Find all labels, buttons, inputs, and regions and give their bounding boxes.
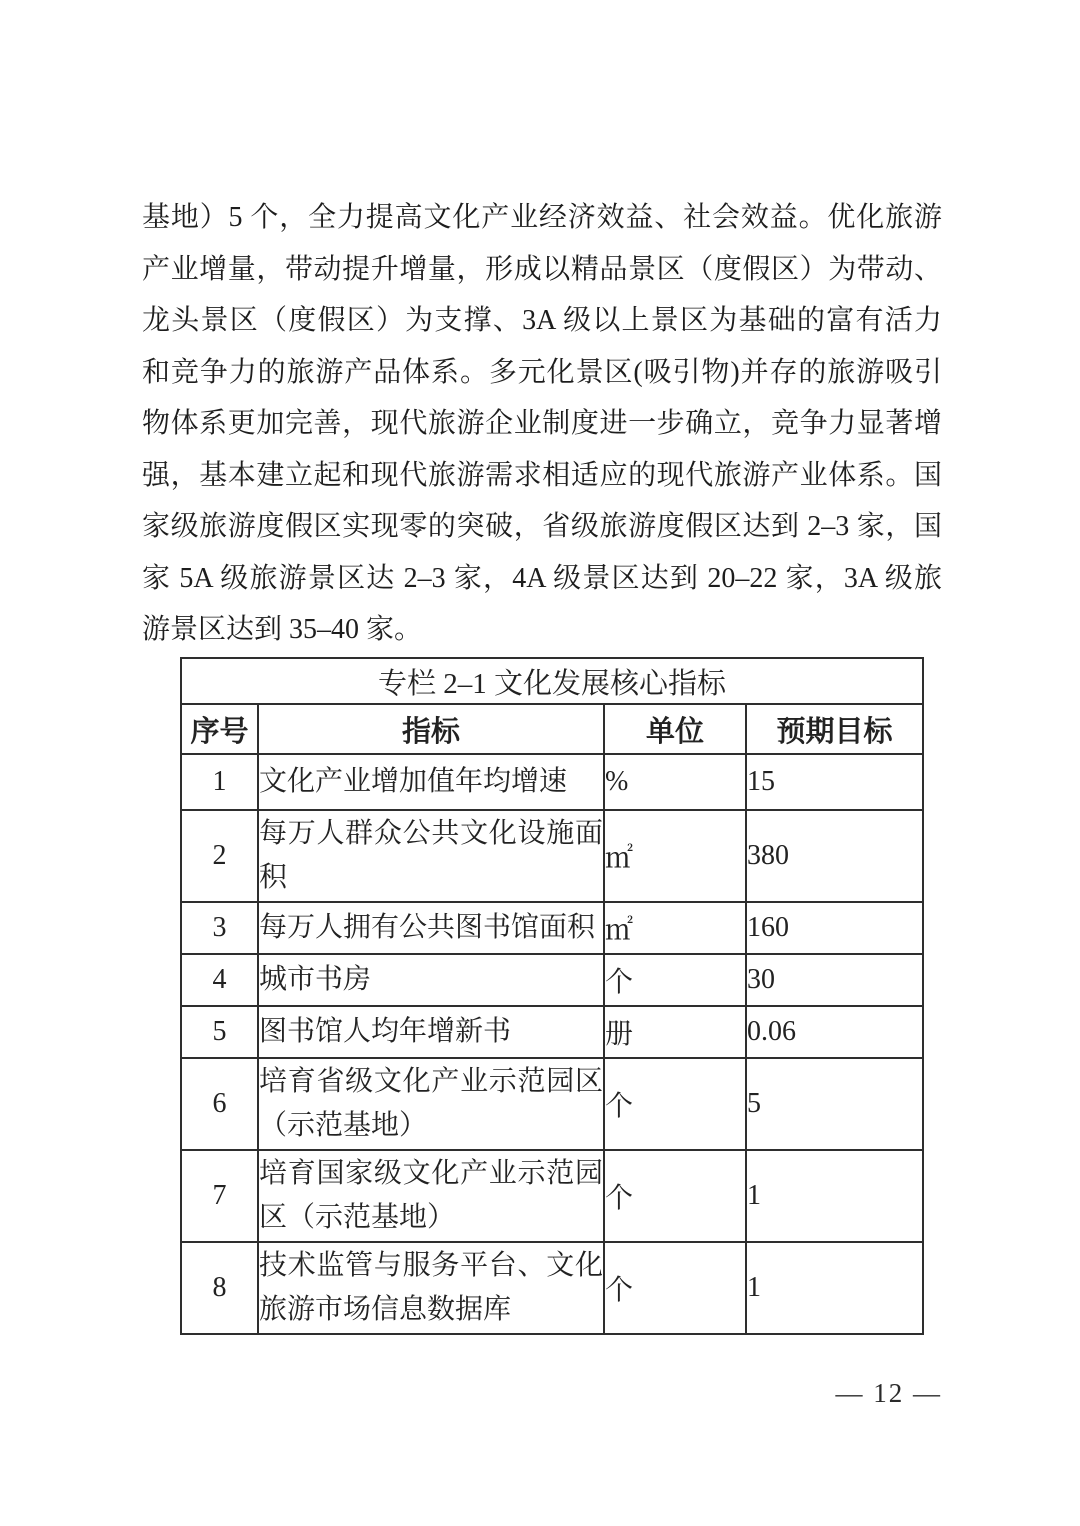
table-row [181,1006,923,1058]
row-no: 6 [181,1058,258,1150]
row-target: 30 [746,954,923,1006]
paragraph-line: 强，基本建立起和现代旅游需求相适应的现代旅游产业体系。国 [142,459,942,491]
row-indicator: 培育国家级文化产业示范园区（示范基地） [258,1150,604,1242]
paragraph-line: 产业增量，带动提升增量，形成以精品景区（度假区）为带动、 [142,253,942,285]
row-unit: 册 [604,1006,746,1058]
row-indicator: 培育省级文化产业示范园区（示范基地） [258,1058,604,1150]
paragraph-line: 物体系更加完善，现代旅游企业制度进一步确立，竞争力显著增 [142,408,942,439]
paragraph-line: 家 5A 级旅游景区达 2–3 家，4A 级景区达到 20–22 家，3A 级旅 [142,562,942,594]
row-indicator: 城市书房 [258,954,604,1006]
row-indicator: 技术监管与服务平台、文化旅游市场信息数据库 [258,1242,604,1334]
column-header-unit: 单位 [604,704,746,754]
row-no: 3 [181,902,258,954]
table-header-row [181,704,923,754]
row-target: 5 [746,1058,923,1150]
table-row [181,1242,923,1334]
row-unit: 个 [604,1058,746,1150]
row-indicator: 每万人拥有公共图书馆面积 [258,902,604,954]
table-title-row [181,658,923,704]
row-target: 0.06 [746,1006,923,1058]
table-row [181,810,923,902]
row-unit: 个 [604,1242,746,1334]
column-header-target: 预期目标 [746,704,923,754]
table-title: 专栏 2–1 文化发展核心指标 [181,658,923,704]
body-paragraph [142,192,942,656]
table-row [181,754,923,810]
table-row [181,1058,923,1150]
row-unit: ㎡ [604,810,746,902]
paragraph-line: 基地）5 个，全力提高文化产业经济效益、社会效益。优化旅游 [142,202,942,233]
row-target: 15 [746,754,923,810]
table-row [181,954,923,1006]
page-number: — 12 — [835,1378,942,1408]
row-no: 8 [181,1242,258,1334]
table-row [181,902,923,954]
row-unit: 个 [604,1150,746,1242]
row-target: 160 [746,902,923,954]
row-no: 1 [181,754,258,810]
paragraph-line: 和竞争力的旅游产品体系。多元化景区(吸引物)并存的旅游吸引 [142,356,942,388]
row-unit: 个 [604,954,746,1006]
row-target: 380 [746,810,923,902]
paragraph-line: 龙头景区（度假区）为支撑、3A 级以上景区为基础的富有活力 [142,305,942,336]
row-no: 2 [181,810,258,902]
row-indicator: 每万人群众公共文化设施面积 [258,810,604,902]
row-indicator: 文化产业增加值年均增速 [258,754,604,810]
paragraph-line: 游景区达到 35–40 家。 [142,614,423,645]
column-header-no: 序号 [181,704,258,754]
row-no: 7 [181,1150,258,1242]
paragraph-line: 家级旅游度假区实现零的突破，省级旅游度假区达到 2–3 家，国 [142,511,942,542]
row-target: 1 [746,1150,923,1242]
row-indicator: 图书馆人均年增新书 [258,1006,604,1058]
table-row [181,1150,923,1242]
row-unit: ㎡ [604,902,746,954]
row-target: 1 [746,1242,923,1334]
row-no: 4 [181,954,258,1006]
row-unit: % [604,754,746,810]
indicator-table [180,657,924,1335]
row-no: 5 [181,1006,258,1058]
column-header-indicator: 指标 [258,704,604,754]
